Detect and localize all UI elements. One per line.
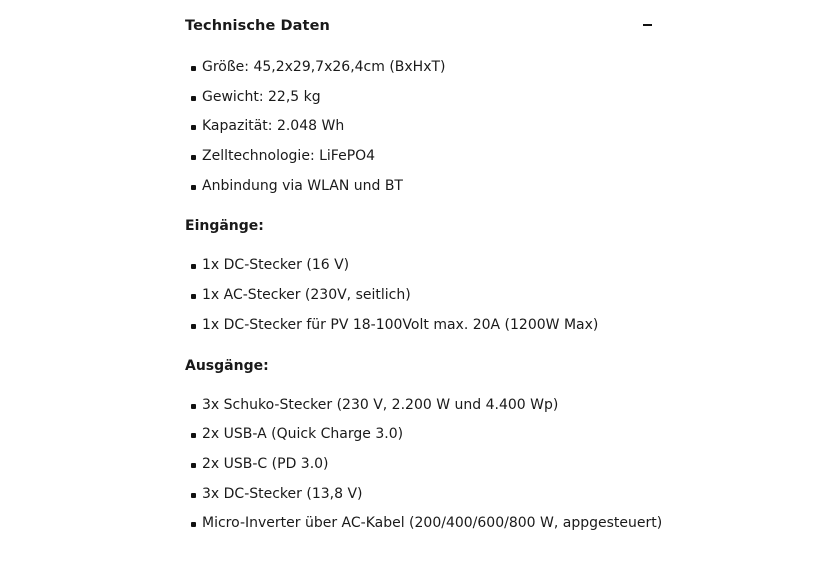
list-item xyxy=(185,450,655,480)
list-item xyxy=(185,509,663,539)
bullet-icon xyxy=(191,493,196,498)
list-item xyxy=(185,281,655,311)
list-item xyxy=(185,172,655,202)
list-item xyxy=(185,142,655,172)
bullet-icon xyxy=(191,264,196,269)
accordion-header[interactable] xyxy=(185,0,655,50)
list-item-text: Größe: 45,2x29,7x26,4cm (BxHxT) xyxy=(202,59,446,75)
list-item-text: Gewicht: 22,5 kg xyxy=(202,88,321,105)
list-item-text: 1x DC-Stecker (16 V) xyxy=(202,257,350,274)
list-item xyxy=(185,53,655,83)
list-item xyxy=(185,311,655,341)
bullet-icon xyxy=(191,294,196,299)
list-item xyxy=(185,420,655,450)
bullet-icon xyxy=(191,155,196,160)
accordion-body xyxy=(185,53,663,539)
bullet-icon xyxy=(191,324,196,329)
list-item-text: Micro-Inverter über AC-Kabel (200/400/600/800 W, appgesteuert) xyxy=(202,515,663,532)
bullet-icon xyxy=(191,96,196,101)
bullet-icon xyxy=(191,522,196,527)
bullet-icon xyxy=(191,185,196,190)
list-item-text: 2x USB-A (Quick Charge 3.0) xyxy=(202,426,404,443)
bullet-icon xyxy=(191,404,196,409)
bullet-icon xyxy=(191,66,196,71)
technical-data-accordion xyxy=(185,0,663,539)
minus-icon[interactable] xyxy=(640,19,654,31)
general-specs-list xyxy=(185,53,655,201)
accordion-title: Technische Daten xyxy=(185,17,330,34)
list-item-text: Zelltechnologie: LiFePO4 xyxy=(202,148,376,165)
list-item-text: 3x Schuko-Stecker (230 V, 2.200 W und 4.400 Wp) xyxy=(202,396,559,413)
list-item xyxy=(185,83,655,113)
list-item xyxy=(185,251,655,281)
list-item xyxy=(185,112,655,142)
outputs-list xyxy=(185,391,663,539)
list-item-text: Kapazität: 2.048 Wh xyxy=(202,118,345,135)
list-item xyxy=(185,480,655,510)
inputs-heading: Eingänge: xyxy=(185,218,264,235)
list-item-text: 1x DC-Stecker für PV 18-100Volt max. 20A (1200W Max) xyxy=(202,316,599,333)
outputs-heading: Ausgänge: xyxy=(185,357,269,374)
inputs-list xyxy=(185,251,655,340)
list-item-text: Anbindung via WLAN und BT xyxy=(202,177,403,194)
bullet-icon xyxy=(191,433,196,438)
list-item xyxy=(185,391,655,421)
list-item-text: 2x USB-C (PD 3.0) xyxy=(202,455,329,472)
list-item-text: 3x DC-Stecker (13,8 V) xyxy=(202,485,363,502)
bullet-icon xyxy=(191,125,196,130)
list-item-text: 1x AC-Stecker (230V, seitlich) xyxy=(202,287,411,304)
bullet-icon xyxy=(191,463,196,468)
